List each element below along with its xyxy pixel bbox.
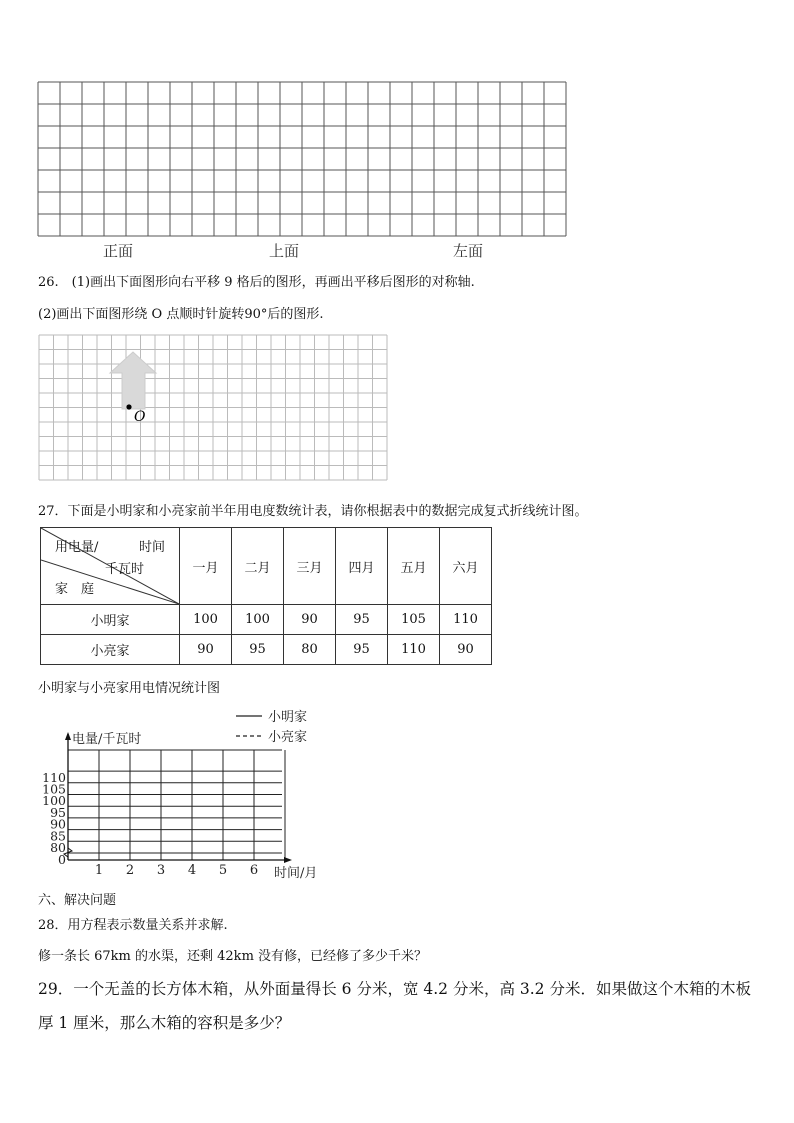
y-tick-label: 100	[42, 793, 66, 809]
y-axis-label: 电量/千瓦时	[72, 732, 142, 747]
section-6-title: 六、解决问题	[38, 893, 117, 908]
table-cell: 90	[180, 635, 232, 665]
table-cell: 95	[336, 635, 388, 665]
family-name: 小明家	[41, 605, 180, 635]
y-tick-label: 105	[42, 781, 66, 797]
rotation-grid	[38, 334, 390, 484]
question-29-line1: 29．一个无盖的长方体木箱，从外面量得长 6 分米，宽 4.2 分米，高 3.2 分米．如果做这个木箱的木板	[38, 980, 751, 998]
label-left-view: 左面	[452, 242, 484, 260]
label-front-view: 正面	[102, 242, 134, 260]
point-o	[126, 404, 131, 409]
header-family-label: 家 庭	[55, 582, 95, 597]
table-cell: 80	[284, 635, 336, 665]
x-tick-label: 6	[249, 863, 259, 878]
question-28-body: 修一条长 67km 的水渠，还剩 42km 没有修，已经修了多少千米？	[38, 949, 428, 964]
x-tick-label: 4	[187, 863, 197, 878]
y-tick-label: 90	[50, 816, 66, 832]
y-tick-label: 85	[50, 828, 66, 844]
header-usage-label: 用电量/	[55, 540, 99, 555]
y-tick-label: 110	[42, 769, 66, 785]
table-cell: 90	[440, 635, 492, 665]
question-27-prompt: 27．下面是小明家和小亮家前半年用电度数统计表，请你根据表中的数据完成复式折线统计图。	[38, 504, 588, 519]
y-tick-label: 0	[58, 852, 66, 867]
month-header: 三月	[284, 528, 336, 605]
point-o-label: O	[134, 409, 146, 425]
x-tick-label: 3	[156, 863, 166, 878]
label-top-view: 上面	[268, 242, 300, 260]
table-row	[41, 605, 492, 635]
table-cell: 95	[336, 605, 388, 635]
month-header: 六月	[440, 528, 492, 605]
legend-xiaoming: 小明家	[268, 710, 308, 725]
table-cell: 100	[180, 605, 232, 635]
table-row	[41, 635, 492, 665]
table-header-diagonal	[41, 528, 180, 605]
family-name: 小亮家	[41, 635, 180, 665]
question-26-part2: (2)画出下面图形绕 O 点顺时针旋转90°后的图形.	[38, 307, 324, 322]
usage-line-chart	[38, 700, 338, 885]
header-time-label: 时间	[139, 540, 166, 555]
legend-xiaoliang: 小亮家	[268, 730, 308, 745]
question-28-title: 28．用方程表示数量关系并求解.	[38, 918, 228, 933]
x-axis-label: 时间/月	[274, 866, 318, 881]
month-header: 四月	[336, 528, 388, 605]
table-cell: 90	[284, 605, 336, 635]
y-tick-label: 80	[50, 840, 66, 855]
month-header: 五月	[388, 528, 440, 605]
x-tick-label: 5	[218, 863, 228, 878]
electricity-table	[40, 527, 492, 665]
month-header: 二月	[232, 528, 284, 605]
chart-caption: 小明家与小亮家用电情况统计图	[38, 681, 221, 696]
x-tick-label: 1	[94, 863, 104, 878]
x-tick-label: 2	[125, 863, 135, 878]
question-29-line2: 厚 1 厘米，那么木箱的容积是多少？	[38, 1014, 291, 1032]
views-grid	[36, 80, 572, 262]
question-26-part1: 26. (1)画出下面图形向右平移 9 格后的图形，再画出平移后图形的对称轴.	[38, 275, 475, 290]
table-cell: 100	[232, 605, 284, 635]
table-cell: 95	[232, 635, 284, 665]
table-cell: 105	[388, 605, 440, 635]
month-header: 一月	[180, 528, 232, 605]
y-tick-label: 95	[50, 804, 66, 820]
table-cell: 110	[388, 635, 440, 665]
arrow-shape	[110, 352, 156, 409]
table-cell: 110	[440, 605, 492, 635]
header-unit-label: 千瓦时	[105, 562, 145, 577]
